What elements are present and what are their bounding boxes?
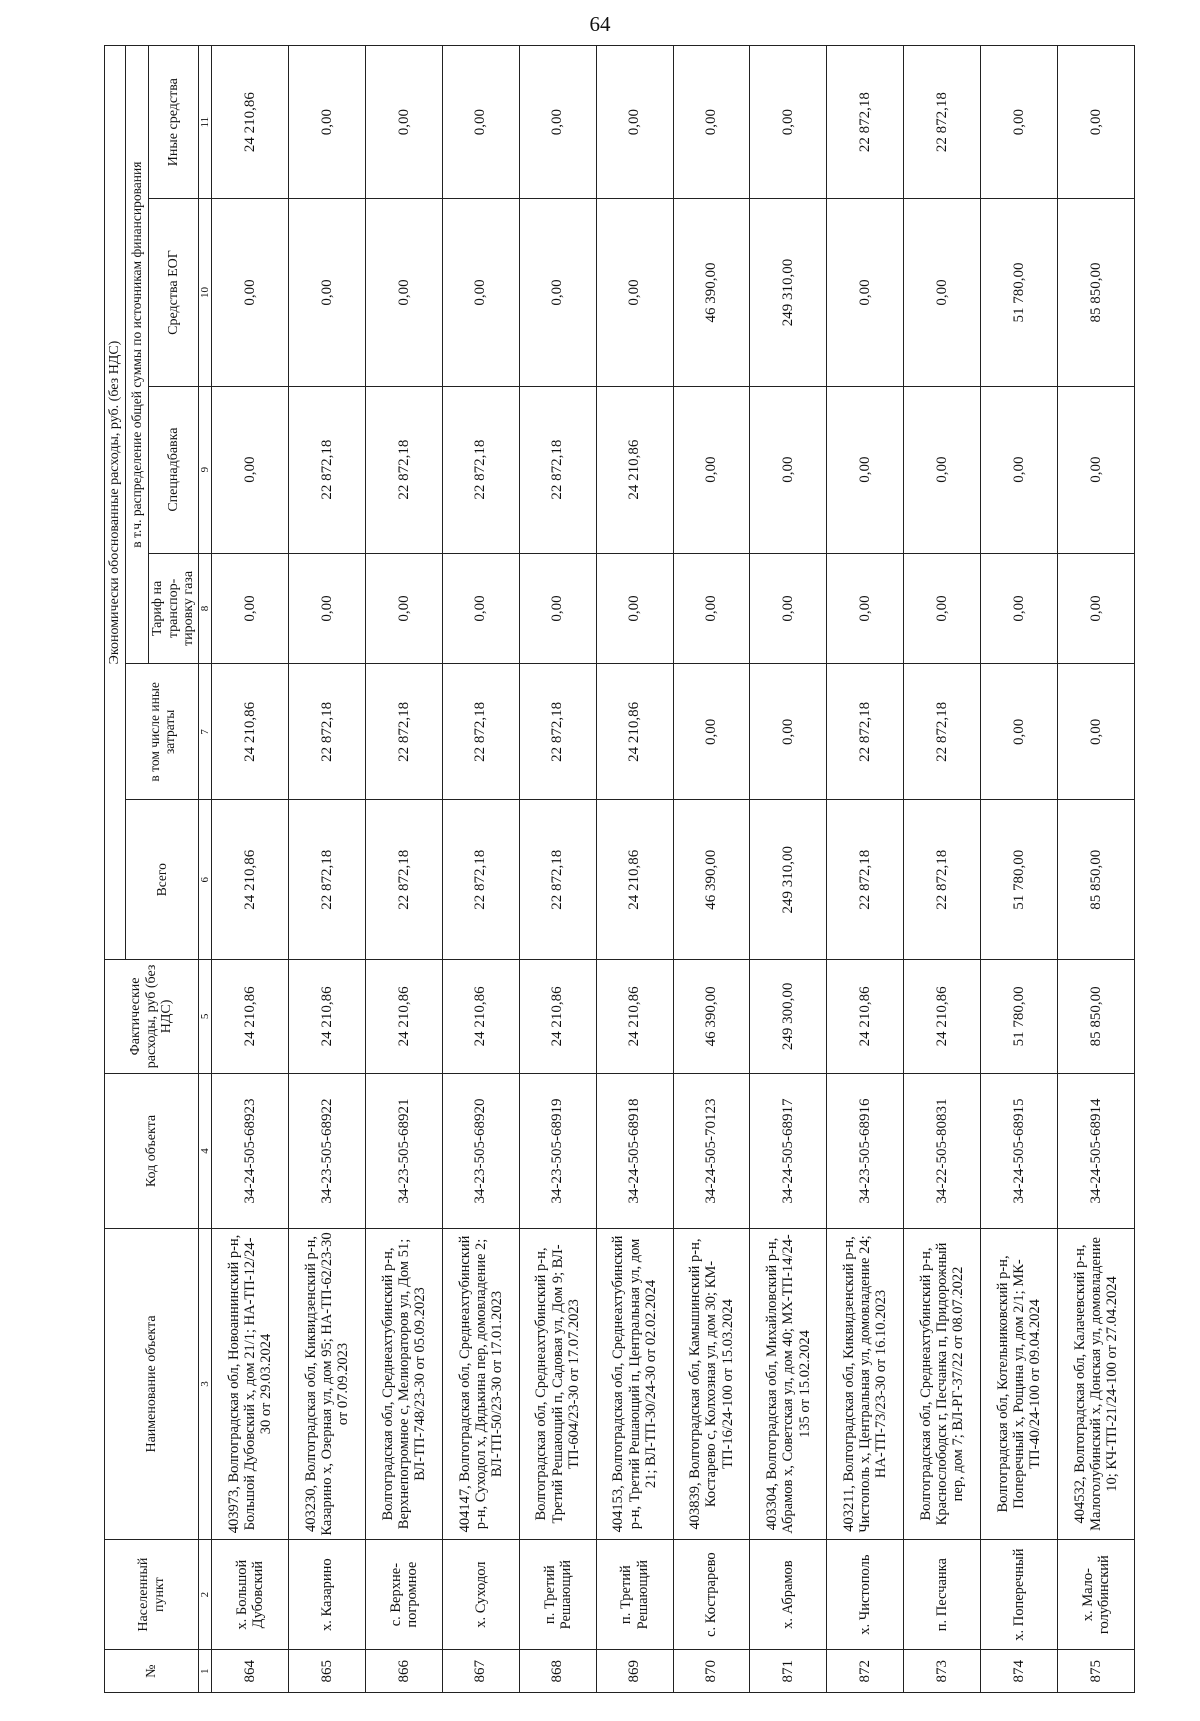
object-name-cell: Волгоградская обл, Среднеахтубинский р-н, Верхнепогромное с, Мелиораторов ул, Дом 51; ВЛ-ТП-748/23-30 от 05.09.2023 [366,1229,443,1540]
total-cell: 22 872,18 [442,800,519,960]
header-total: Всего [126,800,199,960]
object-code-cell: 34-24-505-68917 [750,1073,827,1228]
column-number: 2 [199,1539,212,1650]
actual-costs-cell: 24 210,86 [442,960,519,1074]
actual-costs-cell: 24 210,86 [519,960,596,1074]
object-name-cell: 404532, Волгоградская обл, Калачевский р-н, Малоголубинский х, Донская ул, домовладение 10; КЧ-ТП-21/24-100 от 27.04.2024 [1057,1229,1134,1540]
settlement-cell: с. Кострарево [673,1539,750,1650]
header-special: Спецнадбавка [149,386,199,553]
header-settlement: Населенный пункт [105,1539,199,1650]
header-eog: Средства ЕОГ [149,199,199,386]
other-funds-cell: 22 872,18 [904,46,981,199]
total-cell: 85 850,00 [1057,800,1134,960]
tariff-cell: 0,00 [519,553,596,664]
total-cell: 51 780,00 [981,800,1058,960]
header-economic-costs: Экономически обоснованные расходы, руб. (без НДС) [105,46,126,960]
header-other-funds: Иные средства [149,46,199,199]
other-funds-cell: 22 872,18 [827,46,904,199]
other-funds-cell: 0,00 [289,46,366,199]
header-num: № [105,1650,199,1693]
eog-cell: 51 780,00 [981,199,1058,386]
other-costs-cell: 22 872,18 [904,664,981,800]
actual-costs-cell: 85 850,00 [1057,960,1134,1074]
object-name-cell: 403973, Волгоградская обл, Новоаннинский р-н, Большой Дубовский х, дом 21/1; НА-ТП-12/24-30 от 29.03.2024 [212,1229,289,1540]
actual-costs-cell: 24 210,86 [904,960,981,1074]
special-cell: 22 872,18 [289,386,366,553]
header-object-name: Наименование объекта [105,1229,199,1540]
table-row [904,46,981,1693]
settlement-cell: п. Третий Решающий [519,1539,596,1650]
tariff-cell: 0,00 [750,553,827,664]
total-cell: 24 210,86 [212,800,289,960]
other-costs-cell: 22 872,18 [289,664,366,800]
other-costs-cell: 22 872,18 [519,664,596,800]
tariff-cell: 0,00 [289,553,366,664]
row-number: 873 [904,1650,981,1693]
object-code-cell: 34-24-505-68923 [212,1073,289,1228]
settlement-cell: х. Чистополь [827,1539,904,1650]
tariff-cell: 0,00 [596,553,673,664]
row-number: 874 [981,1650,1058,1693]
scanned-table-page [104,45,1135,1693]
tariff-cell: 0,00 [212,553,289,664]
eog-cell: 0,00 [442,199,519,386]
other-costs-cell: 24 210,86 [212,664,289,800]
settlement-cell: х. Абрамов [750,1539,827,1650]
other-funds-cell: 0,00 [750,46,827,199]
page-number: 64 [589,12,611,36]
eog-cell: 0,00 [366,199,443,386]
settlement-cell: п. Третий Решающий [596,1539,673,1650]
object-code-cell: 34-23-505-68921 [366,1073,443,1228]
actual-costs-cell: 24 210,86 [289,960,366,1074]
object-name-cell: 404147, Волгоградская обл, Среднеахтубинский р-н, Суходол х, Дядькина пер, домовладение 2; ВЛ-ТП-50/23-30 от 17.01.2023 [442,1229,519,1540]
special-cell: 0,00 [673,386,750,553]
total-cell: 24 210,86 [596,800,673,960]
header-tariff: Тариф на транспор-тировку газа [149,553,199,664]
cost-table [104,45,1135,1693]
column-number: 9 [199,386,212,553]
object-code-cell: 34-23-505-68916 [827,1073,904,1228]
other-funds-cell: 0,00 [366,46,443,199]
object-code-cell: 34-23-505-68922 [289,1073,366,1228]
other-costs-cell: 22 872,18 [442,664,519,800]
special-cell: 0,00 [981,386,1058,553]
column-number: 5 [199,960,212,1074]
tariff-cell: 0,00 [442,553,519,664]
special-cell: 24 210,86 [596,386,673,553]
object-code-cell: 34-22-505-80831 [904,1073,981,1228]
actual-costs-cell: 24 210,86 [827,960,904,1074]
header-actual-costs: Фактические расходы, руб (без НДС) [105,960,199,1074]
special-cell: 22 872,18 [519,386,596,553]
other-costs-cell: 0,00 [673,664,750,800]
eog-cell: 0,00 [596,199,673,386]
table-body [212,46,1135,1693]
settlement-cell: х. Суходол [442,1539,519,1650]
tariff-cell: 0,00 [904,553,981,664]
object-name-cell: Волгоградская обл, Котельниковский р-н, Поперечный х, Рощина ул, дом 2/1; МК-ТП-40/24-100 от 09.04.2024 [981,1229,1058,1540]
actual-costs-cell: 24 210,86 [596,960,673,1074]
eog-cell: 0,00 [827,199,904,386]
object-code-cell: 34-23-505-68919 [519,1073,596,1228]
table-row [750,46,827,1693]
eog-cell: 0,00 [904,199,981,386]
object-code-cell: 34-24-505-68915 [981,1073,1058,1228]
other-funds-cell: 0,00 [1057,46,1134,199]
table-row [1057,46,1134,1693]
total-cell: 46 390,00 [673,800,750,960]
object-code-cell: 34-24-505-70123 [673,1073,750,1228]
other-funds-cell: 24 210,86 [212,46,289,199]
total-cell: 22 872,18 [289,800,366,960]
other-costs-cell: 0,00 [750,664,827,800]
object-name-cell: 403211, Волгоградская обл, Киквидзенский р-н, Чистополь х, Центральная ул, домовладение 24; НА-ТП-73/23-30 от 16.10.2023 [827,1229,904,1540]
column-number: 11 [199,46,212,199]
special-cell: 0,00 [827,386,904,553]
table-row [981,46,1058,1693]
row-number: 872 [827,1650,904,1693]
total-cell: 22 872,18 [366,800,443,960]
object-code-cell: 34-23-505-68920 [442,1073,519,1228]
column-number: 6 [199,800,212,960]
total-cell: 22 872,18 [904,800,981,960]
tariff-cell: 0,00 [981,553,1058,664]
object-name-cell: Волгоградская обл, Среднеахтубинский р-н, Краснослободск г, Песчанка п, Придорожный пер, дом 7; ВЛ-РГ-37/22 от 08.07.2022 [904,1229,981,1540]
column-number: 7 [199,664,212,800]
column-number: 4 [199,1073,212,1228]
eog-cell: 249 310,00 [750,199,827,386]
header-other-costs: в том числе иные затраты [126,664,199,800]
table-row [596,46,673,1693]
settlement-cell: с. Верхне-погромное [366,1539,443,1650]
header-distribution: в т.ч. распределение общей суммы по источникам финансирования [126,46,149,664]
settlement-cell: х. Мало-голубинский [1057,1539,1134,1650]
total-cell: 22 872,18 [519,800,596,960]
settlement-cell: х. Поперечный [981,1539,1058,1650]
eog-cell: 0,00 [289,199,366,386]
row-number: 870 [673,1650,750,1693]
table-row [519,46,596,1693]
other-funds-cell: 0,00 [673,46,750,199]
other-costs-cell: 22 872,18 [827,664,904,800]
special-cell: 22 872,18 [366,386,443,553]
object-name-cell: 403230, Волгоградская обл, Киквидзенский р-н, Казарино х, Озерная ул, дом 95; НА-ТП-62/23-30 от 07.09.2023 [289,1229,366,1540]
other-costs-cell: 24 210,86 [596,664,673,800]
row-number: 869 [596,1650,673,1693]
row-number: 865 [289,1650,366,1693]
eog-cell: 46 390,00 [673,199,750,386]
other-funds-cell: 0,00 [596,46,673,199]
other-funds-cell: 0,00 [442,46,519,199]
rotated-table-wrapper [104,45,1135,1693]
settlement-cell: п. Песчанка [904,1539,981,1650]
actual-costs-cell: 249 300,00 [750,960,827,1074]
other-costs-cell: 0,00 [981,664,1058,800]
special-cell: 0,00 [750,386,827,553]
object-code-cell: 34-24-505-68918 [596,1073,673,1228]
table-row [366,46,443,1693]
tariff-cell: 0,00 [673,553,750,664]
object-name-cell: 403839, Волгоградская обл, Камышинский р-н, Костарево с, Колхозная ул, дом 30; КМ-ТП-16/24-100 от 15.03.2024 [673,1229,750,1540]
table-row [673,46,750,1693]
actual-costs-cell: 24 210,86 [212,960,289,1074]
column-number: 8 [199,553,212,664]
object-code-cell: 34-24-505-68914 [1057,1073,1134,1228]
total-cell: 22 872,18 [827,800,904,960]
object-name-cell: 403304, Волгоградская обл, Михайловский р-н, Абрамов х, Советская ул, дом 40; МХ-ТП-14/24-135 от 15.02.2024 [750,1229,827,1540]
eog-cell: 0,00 [519,199,596,386]
other-funds-cell: 0,00 [981,46,1058,199]
settlement-cell: х. Казарино [289,1539,366,1650]
object-name-cell: Волгоградская обл, Среднеахтубинский р-н, Третий Решающий п, Садовая ул, Дом 9; ВЛ-ТП-604/23-30 от 17.07.2023 [519,1229,596,1540]
table-row [442,46,519,1693]
table-row [827,46,904,1693]
special-cell: 22 872,18 [442,386,519,553]
other-funds-cell: 0,00 [519,46,596,199]
special-cell: 0,00 [1057,386,1134,553]
row-number: 871 [750,1650,827,1693]
special-cell: 0,00 [212,386,289,553]
actual-costs-cell: 24 210,86 [366,960,443,1074]
settlement-cell: х. Большой Дубовский [212,1539,289,1650]
column-number: 10 [199,199,212,386]
total-cell: 249 310,00 [750,800,827,960]
row-number: 866 [366,1650,443,1693]
eog-cell: 85 850,00 [1057,199,1134,386]
row-number: 867 [442,1650,519,1693]
column-number: 1 [199,1650,212,1693]
table-row [289,46,366,1693]
column-number-row [199,46,212,1693]
special-cell: 0,00 [904,386,981,553]
row-number: 864 [212,1650,289,1693]
other-costs-cell: 22 872,18 [366,664,443,800]
actual-costs-cell: 51 780,00 [981,960,1058,1074]
eog-cell: 0,00 [212,199,289,386]
tariff-cell: 0,00 [366,553,443,664]
tariff-cell: 0,00 [1057,553,1134,664]
header-object-code: Код объекта [105,1073,199,1228]
other-costs-cell: 0,00 [1057,664,1134,800]
table-row [212,46,289,1693]
row-number: 875 [1057,1650,1134,1693]
tariff-cell: 0,00 [827,553,904,664]
column-number: 3 [199,1229,212,1540]
row-number: 868 [519,1650,596,1693]
actual-costs-cell: 46 390,00 [673,960,750,1074]
object-name-cell: 404153, Волгоградская обл, Среднеахтубинский р-н, Третий Решающий п, Центральная ул, дом 21; ВЛ-ТП-30/24-30 от 02.02.2024 [596,1229,673,1540]
